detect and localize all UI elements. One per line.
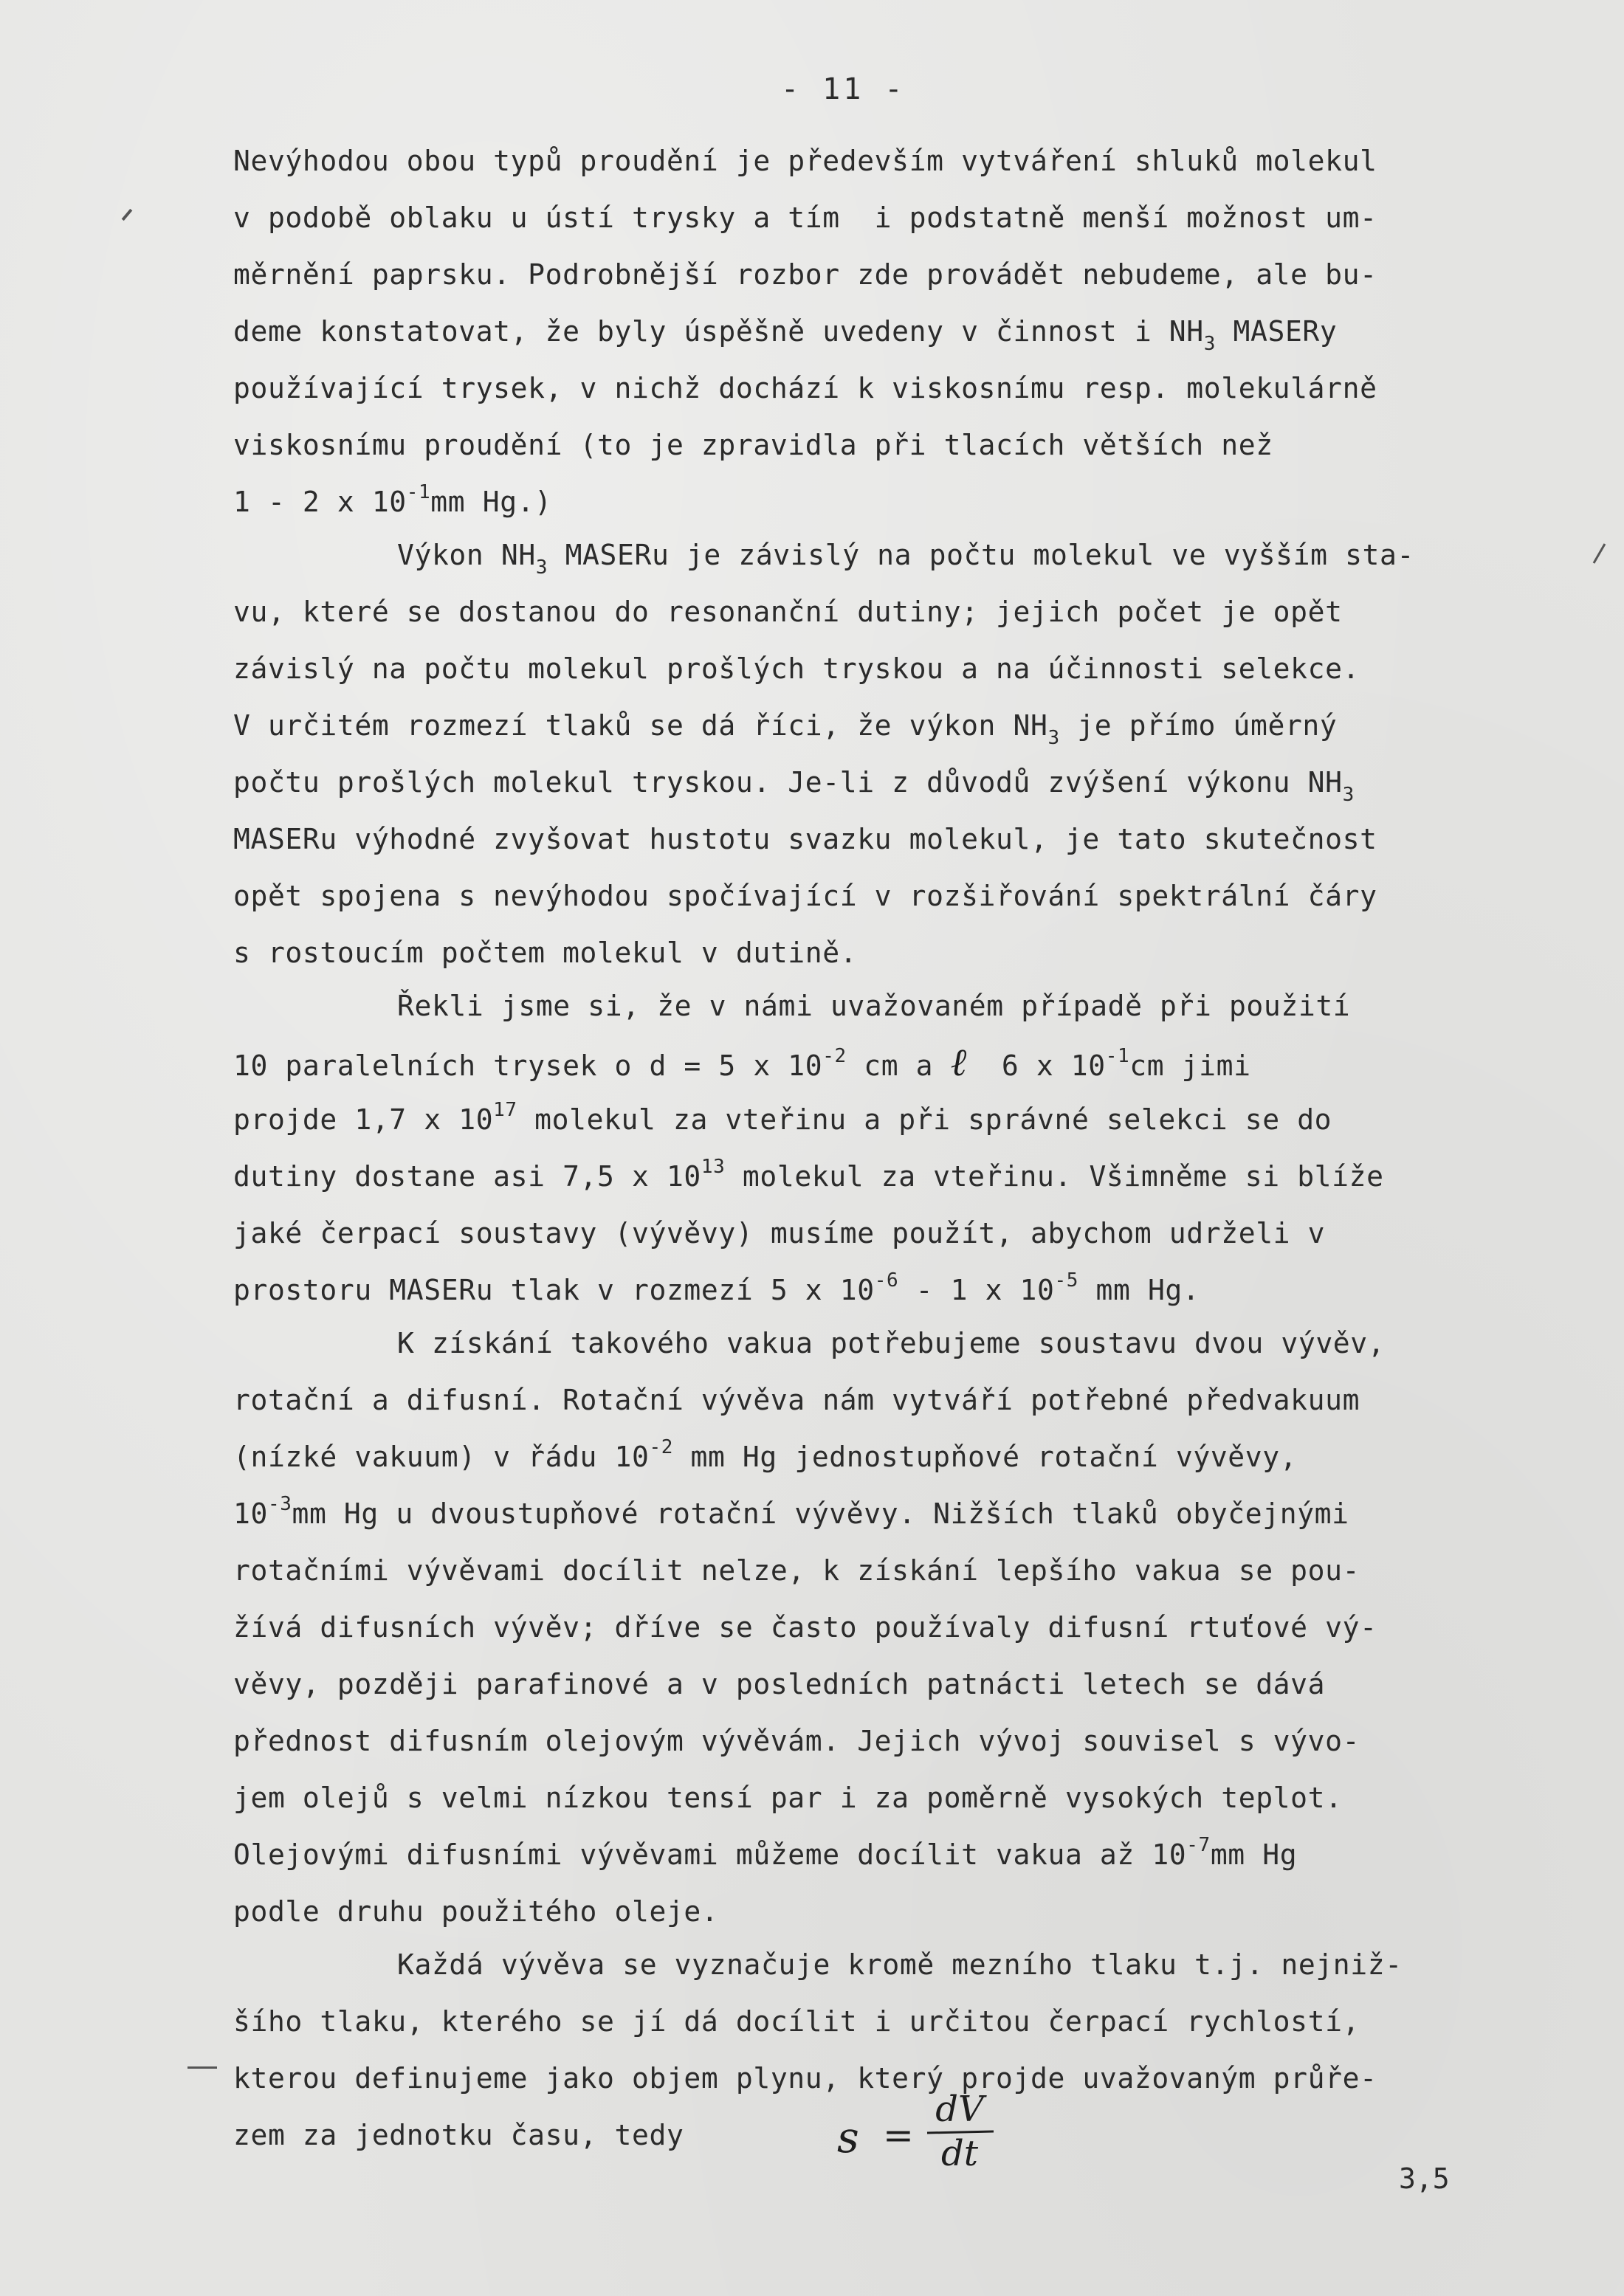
line-text: mm Hg jednostupňové rotační vývěvy, (673, 1441, 1298, 1473)
subscript: 3 (1047, 727, 1060, 749)
line-text: mm Hg u dvoustupňové rotační vývěvy. Nižších tlaků obyčejnými (292, 1497, 1349, 1530)
text-line (233, 880, 1377, 912)
line-text: počtu prošlých molekul tryskou. Je-li z důvodů zvýšení výkonu NH (233, 766, 1343, 799)
footer-number: 3,5 (1399, 2162, 1450, 2195)
line-text: závislý na počtu molekul prošlých tryskou a na účinnosti selekce. (233, 652, 1360, 685)
line-text: cm a (846, 1049, 951, 1082)
text-line (233, 1436, 1298, 1473)
line-text: V určitém rozmezí tlaků se dá říci, že výkon NH (233, 709, 1048, 742)
line-text: MASERu výhodné zvyšovat hustotu svazku molekul, je tato skutečnost (233, 823, 1377, 855)
line-text: deme konstatovat, že byly úspěšně uvedeny v činnost i NH (233, 315, 1204, 348)
text-line (397, 1327, 1385, 1359)
handwritten-formula (827, 2089, 1048, 2177)
text-line (233, 1668, 1325, 1700)
superscript: -5 (1054, 1269, 1079, 1292)
line-text: prostoru MASERu tlak v rozmezí 5 x 10 (233, 1274, 875, 1306)
superscript: 17 (493, 1099, 517, 1121)
line-text: 10 (233, 1497, 268, 1530)
line-text: jaké čerpací soustavy (vývěvy) musíme použít, abychom udrželi v (233, 1217, 1326, 1249)
text-line (233, 766, 1355, 806)
line-text: Nevýhodou obou typů proudění je především vytváření shluků molekul (233, 145, 1377, 177)
text-line (233, 2119, 684, 2151)
formula-denominator: dt (940, 2133, 979, 2174)
line-text: kterou definujeme jako objem plynu, který projde uvažovaným průře- (233, 2062, 1377, 2095)
text-line (397, 990, 1350, 1022)
line-text: Řekli jsme si, že v námi uvažovaném případě při použití (397, 990, 1351, 1022)
text-line (233, 1156, 1384, 1193)
scan-mark (122, 209, 133, 221)
text-line (233, 1099, 1332, 1136)
text-line (233, 145, 1377, 177)
line-text: žívá difusních vývěv; dříve se často používaly difusní rtuťové vý- (233, 1611, 1377, 1644)
text-line (233, 2062, 1377, 2095)
text-line (233, 372, 1377, 404)
line-text: viskosnímu proudění (to je zpravidla při tlacích větších než (233, 429, 1273, 461)
text-line (233, 1895, 718, 1928)
text-line (233, 1217, 1325, 1249)
scan-mark (1593, 543, 1606, 563)
line-text: MASERu je závislý na počtu molekul ve vyšším sta- (548, 539, 1414, 571)
text-line (233, 201, 1377, 234)
line-text: rotačními vývěvami docílit nelze, k získání lepšího vakua se pou- (233, 1554, 1360, 1587)
formula-equals: = (883, 2114, 914, 2157)
formula-numerator: dV (935, 2089, 984, 2130)
line-text: přednost difusním olejovým vývěvám. Jejich vývoj souvisel s vývo- (233, 1725, 1360, 1757)
line-text: (nízké vakuum) v řádu 10 (233, 1441, 650, 1473)
line-text: zem za jednotku času, tedy (233, 2119, 684, 2151)
line-text: podle druhu použitého oleje. (233, 1895, 719, 1928)
text-line (397, 539, 1414, 579)
text-line (233, 1041, 1251, 1085)
line-text: molekul za vteřinu a při správné selekci se do (517, 1103, 1332, 1136)
superscript: 13 (701, 1156, 726, 1178)
line-text: je přímo úměrný (1059, 709, 1338, 742)
subscript: 3 (1342, 784, 1355, 806)
text-line (233, 481, 552, 518)
handwritten-symbol: ℓ (950, 1041, 967, 1085)
text-line (233, 429, 1273, 461)
line-text: jem olejů s velmi nízkou tensí par i za poměrně vysokých teplot. (233, 1782, 1343, 1814)
text-line (233, 1384, 1360, 1416)
superscript: -2 (822, 1045, 847, 1067)
line-text: rotační a difusní. Rotační vývěva nám vytváří potřebné předvakuum (233, 1384, 1360, 1416)
text-line (233, 1611, 1377, 1644)
text-line (233, 1725, 1360, 1757)
superscript: -7 (1186, 1834, 1211, 1856)
line-text: mm Hg (1210, 1838, 1298, 1871)
text-line (233, 258, 1377, 291)
scan-mark (187, 2066, 217, 2069)
line-text: používající trysek, v nichž dochází k viskosnímu resp. molekulárně (233, 372, 1377, 404)
line-text: Výkon NH (397, 539, 536, 571)
line-text: projde 1,7 x 10 (233, 1103, 494, 1136)
text-line (233, 823, 1377, 855)
text-line (233, 1269, 1200, 1306)
line-text: v podobě oblaku u ústí trysky a tím i podstatně menší možnost um- (233, 201, 1377, 234)
text-line (233, 1834, 1298, 1871)
line-text: cm jimi (1129, 1049, 1251, 1082)
line-text: 1 - 2 x 10 (233, 486, 407, 518)
text-line (233, 315, 1338, 355)
subscript: 3 (1203, 333, 1217, 355)
text-line (233, 2005, 1360, 2038)
line-text: molekul za vteřinu. Všimněme si blíže (725, 1160, 1384, 1193)
line-text: s rostoucím počtem molekul v dutině. (233, 937, 858, 969)
text-line (233, 937, 857, 969)
superscript: -6 (874, 1269, 899, 1292)
line-text: věvy, později parafinové a v posledních patnácti letech se dává (233, 1668, 1326, 1700)
subscript: 3 (535, 556, 548, 579)
superscript: -1 (406, 481, 431, 503)
superscript: -3 (267, 1493, 292, 1515)
text-line (233, 1493, 1349, 1530)
line-text: MASERy (1216, 315, 1338, 348)
line-text: mm Hg. (1078, 1274, 1200, 1306)
text-line (233, 709, 1338, 749)
line-text: - 1 x 10 (898, 1274, 1055, 1306)
line-text: Každá vývěva se vyznačuje kromě mezního tlaku t.j. nejniž- (397, 1948, 1403, 1981)
text-line (233, 1554, 1360, 1587)
line-text: Olejovými difusními vývěvami můžeme docílit vakua až 10 (233, 1838, 1187, 1871)
line-text: 10 paralelních trysek o d = 5 x 10 (233, 1049, 823, 1082)
text-line (233, 1782, 1343, 1814)
superscript: -1 (1105, 1045, 1130, 1067)
line-text: 6 x 10 (966, 1049, 1106, 1082)
page-number: - 11 - (781, 72, 906, 106)
text-line (397, 1948, 1403, 1981)
line-text: dutiny dostane asi 7,5 x 10 (233, 1160, 701, 1193)
formula-lhs: s (837, 2112, 859, 2162)
line-text: šího tlaku, kterého se jí dá docílit i určitou čerpací rychlostí, (233, 2005, 1360, 2038)
line-text: mm Hg.) (430, 486, 552, 518)
line-text: K získání takového vakua potřebujeme soustavu dvou vývěv, (397, 1327, 1386, 1359)
text-line (233, 596, 1343, 628)
line-text: vu, které se dostanou do resonanční dutiny; jejich počet je opět (233, 596, 1343, 628)
superscript: -2 (649, 1436, 673, 1458)
line-text: opět spojena s nevýhodou spočívající v rozšiřování spektrální čáry (233, 880, 1377, 912)
text-line (233, 652, 1360, 685)
line-text: měrnění paprsku. Podrobnější rozbor zde provádět nebudeme, ale bu- (233, 258, 1377, 291)
